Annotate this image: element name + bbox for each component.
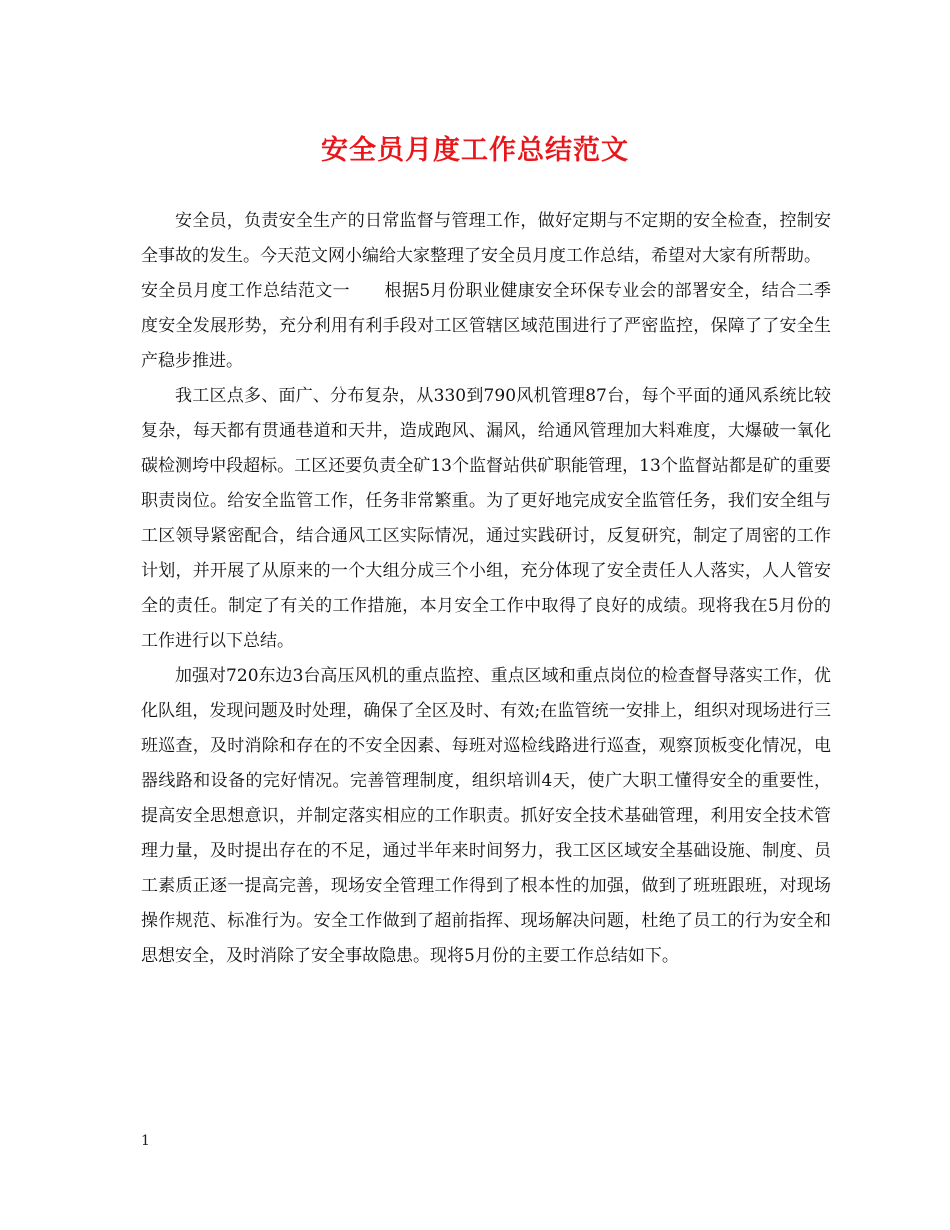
page-number: 1 [141,1133,150,1149]
body-paragraph-3: 加强对720东边3台高压风机的重点监控、重点区域和重点岗位的检查督导落实工作，优化队组，发现问题及时处理，确保了全区及时、有效;在监管统一安排上，组织对现场进行三班巡查，及时消除和存在的不安全因素、每班对巡检线路进行巡查，观察顶板变化情况，电器线路和设备的完好情况。完善管理制度，组织培训4天，使广大职工懂得安全的重要性，提高安全思想意识，并制定落实相应的工作职责。抓好安全技术基础管理，利用安全技术管理力量，及时提出存在的不足，通过半年来时间努力，我工区区域安全基础设施、制度、员工素质正逐一提高完善，现场安全管理工作得到了根本性的加强，做到了班班跟班，对现场操作规范、标准行为。安全工作做到了超前指挥、现场解决问题，杜绝了员工的行为安全和思想安全，及时消除了安全事故隐患。现将5月份的主要工作总结如下。 [141,666,831,966]
document-body [141,204,831,974]
document-title: 安全员月度工作总结范文 [321,135,629,166]
section-first-paragraph: 根据5月份职业健康安全环保专业会的部署安全，结合二季度安全发展形势，充分利用有利手段对工区管辖区域范围进行了严密监控，保障了了安全生产稳步推进。 [141,281,831,371]
body-paragraph-2: 我工区点多、面广、分布复杂，从330到790风机管理87台，每个平面的通风系统比较复杂，每天都有贯通巷道和天井，造成跑风、漏风，给通风管理加大料难度，大爆破一氧化碳检测垮中段超标。工区还要负责全矿13个监督站供矿职能管理，13个监督站都是矿的重要职责岗位。给安全监管工作，任务非常繁重。为了更好地完成安全监管任务，我们安全组与工区领导紧密配合，结合通风工区实际情况，通过实践研讨，反复研究，制定了周密的工作计划，并开展了从原来的一个大组分成三个小组，充分体现了安全责任人人落实，人人管安全的责任。制定了有关的工作措施，本月安全工作中取得了良好的成绩。现将我在5月份的工作进行以下总结。 [141,386,831,651]
section-heading: 安全员月度工作总结范文一 [141,281,351,301]
intro-paragraph: 安全员，负责安全生产的日常监督与管理工作，做好定期与不定期的安全检查，控制安全事故的发生。今天范文网小编给大家整理了安全员月度工作总结，希望对大家有所帮助。 [141,211,831,266]
section-paragraph [141,274,831,379]
